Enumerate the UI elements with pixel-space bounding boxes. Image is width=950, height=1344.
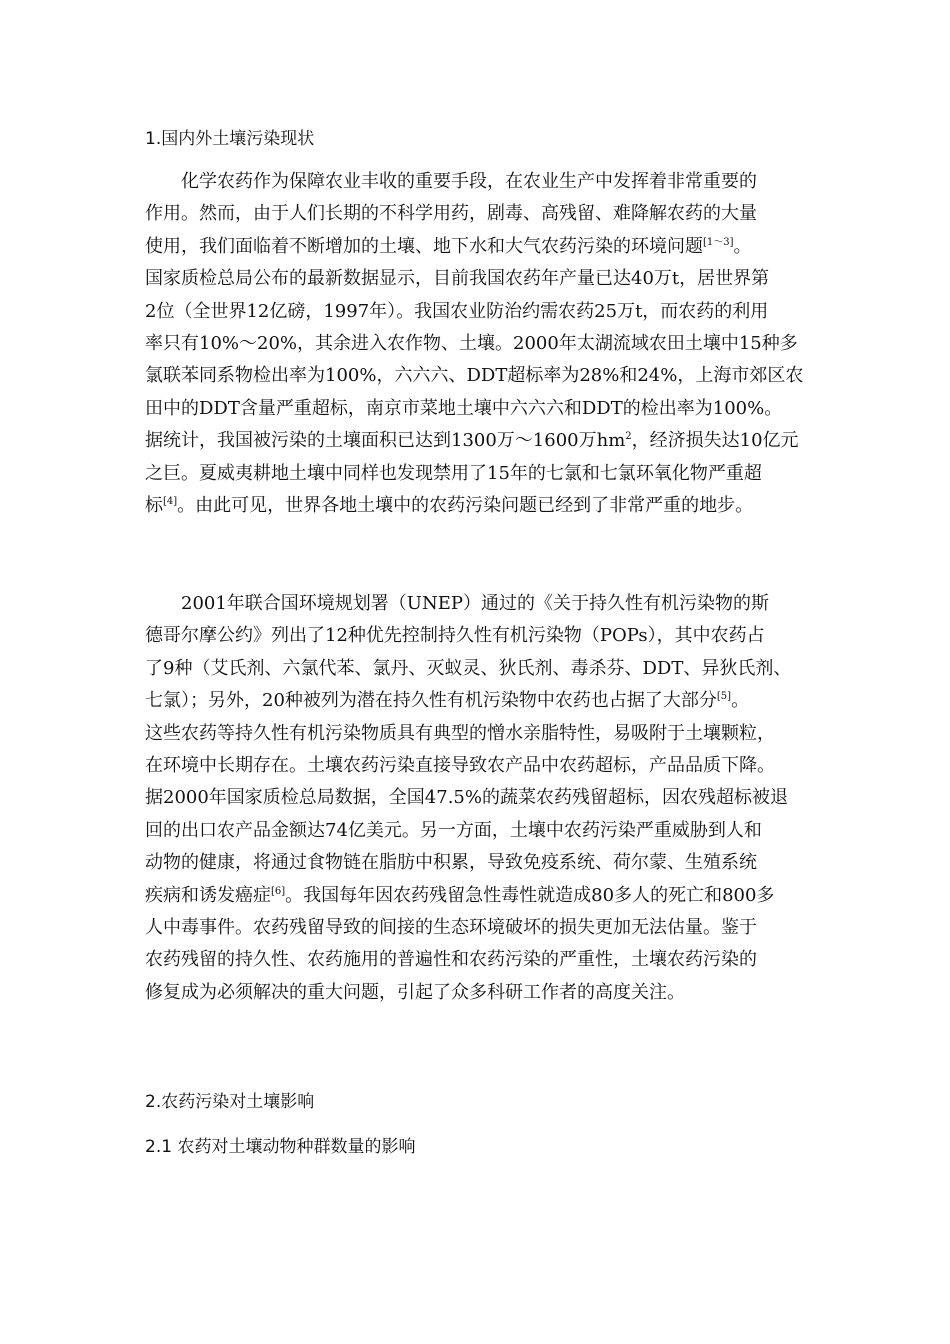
paragraph-line xyxy=(145,782,817,814)
line-text: 使用，我们面临着不断增加的土壤、地下水和大气农药污染的环境问题 xyxy=(145,235,703,257)
citation-superscript: [5] xyxy=(716,691,732,703)
paragraph-line xyxy=(145,847,817,879)
paragraph-line xyxy=(145,815,817,847)
line-text: 这些农药等持久性有机污染物质具有典型的憎水亲脂特性，易吸附于土壤颗粒， xyxy=(145,722,775,744)
line-text-after: 。 xyxy=(731,690,750,712)
line-text: 了9种（艾氏剂、六氯代苯、氯丹、灭蚁灵、狄氏剂、毒杀芬、DDT、异狄氏剂、 xyxy=(145,657,792,679)
line-text: 化学农药作为保障农业丰收的重要手段，在农业生产中发挥着非常重要的 xyxy=(181,171,757,192)
line-text: 氯联苯同系物检出率为100%，六六六、DDT超标率为28%和24%，上海市郊区农 xyxy=(145,365,804,387)
paragraph-line xyxy=(145,653,817,685)
paragraph-line xyxy=(145,912,817,944)
paragraph-line xyxy=(145,393,817,425)
paragraph-line xyxy=(145,360,817,392)
line-text: 回的出口农产品金额达74亿美元。另一方面，土壤中农药污染严重威胁到人和 xyxy=(145,819,762,841)
paragraph-line xyxy=(145,328,817,360)
citation-superscript: 2 xyxy=(625,431,632,443)
line-text: 作用。然而，由于人们长期的不科学用药，剧毒、高残留、难降解农药的大量 xyxy=(145,203,757,225)
line-text-after: 。由此可见，世界各地土壤中的农药污染问题已经到了非常严重的地步。 xyxy=(177,495,754,517)
line-text-after: 。我国每年因农药残留急性毒性就造成80多人的死亡和800多 xyxy=(285,884,775,906)
paragraph-line xyxy=(145,620,817,652)
paragraph-line xyxy=(145,198,817,230)
line-text: 据2000年国家质检总局数据，全国47.5%的蔬菜农药残留超标，因农残超标被退 xyxy=(145,787,788,809)
paragraph-line xyxy=(145,296,817,328)
line-text: 率只有10%～20%，其余进入农作物、土壤。2000年太湖流域农田土壤中15种多 xyxy=(145,333,798,355)
section-heading-1: 1.国内外土壤污染现状 xyxy=(145,129,315,149)
line-text: 修复成为必须解决的重大问题，引起了众多科研工作者的高度关注。 xyxy=(145,981,685,1003)
paragraph-line xyxy=(145,750,817,782)
paragraph-2 xyxy=(145,588,817,1009)
line-text: 标 xyxy=(145,495,163,517)
paragraph-line xyxy=(145,263,817,295)
line-text-after: 。 xyxy=(733,235,752,257)
paragraph-line xyxy=(145,166,817,198)
paragraph-line xyxy=(145,458,817,490)
paragraph-line xyxy=(145,944,817,976)
citation-superscript: [4] xyxy=(163,496,178,508)
line-text: 田中的DDT含量严重超标，南京市菜地土壤中六六六和DDT的检出率为100%。 xyxy=(145,397,783,419)
line-text: 德哥尔摩公约》列出了12种优先控制持久性有机污染物（POPs），其中农药占 xyxy=(145,625,765,647)
paragraph-line xyxy=(145,977,817,1009)
subsection-heading-2-1: 2.1 农药对土壤动物种群数量的影响 xyxy=(145,1137,416,1157)
line-text: 2001年联合国环境规划署（UNEP）通过的《关于持久性有机污染物的斯 xyxy=(181,593,769,614)
line-text: 动物的健康，将通过食物链在脂肪中积累，导致免疫系统、荷尔蒙、生殖系统 xyxy=(145,852,757,874)
paragraph-line xyxy=(145,685,817,717)
paragraph-1 xyxy=(145,166,817,522)
line-text: 2位（全世界12亿磅，1997年）。我国农业防治约需农药25万t，而农药的利用 xyxy=(145,300,769,322)
paragraph-line xyxy=(145,490,817,522)
line-text: 据统计，我国被污染的土壤面积已达到1300万～1600万hm xyxy=(145,430,626,452)
line-text: 农药残留的持久性、农药施用的普遍性和农药污染的严重性，土壤农药污染的 xyxy=(145,949,757,971)
paragraph-line xyxy=(145,880,817,912)
paragraph-line xyxy=(145,588,817,620)
paragraph-line xyxy=(145,718,817,750)
line-text: 国家质检总局公布的最新数据显示，目前我国农药年产量已达40万t，居世界第 xyxy=(145,268,770,290)
paragraph-line xyxy=(145,231,817,263)
line-text: 疾病和诱发癌症 xyxy=(145,884,271,906)
paragraph-line xyxy=(145,425,817,457)
line-text-after: ，经济损失达10亿元 xyxy=(631,430,799,452)
line-text: 七氯）；另外，20种被列为潜在持久性有机污染物中农药也占据了大部分 xyxy=(145,690,717,712)
citation-superscript: [1～3] xyxy=(703,236,734,248)
line-text: 在环境中长期存在。土壤农药污染直接导致农产品中农药超标，产品品质下降。 xyxy=(145,755,775,777)
line-text: 人中毒事件。农药残留导致的间接的生态环境破坏的损失更加无法估量。鉴于 xyxy=(145,917,757,939)
line-text: 之巨。夏威夷耕地土壤中同样也发现禁用了15年的七氯和七氯环氧化物严重超 xyxy=(145,462,762,484)
citation-superscript: [6] xyxy=(271,885,286,897)
section-heading-2: 2.农药污染对土壤影响 xyxy=(145,1092,315,1112)
